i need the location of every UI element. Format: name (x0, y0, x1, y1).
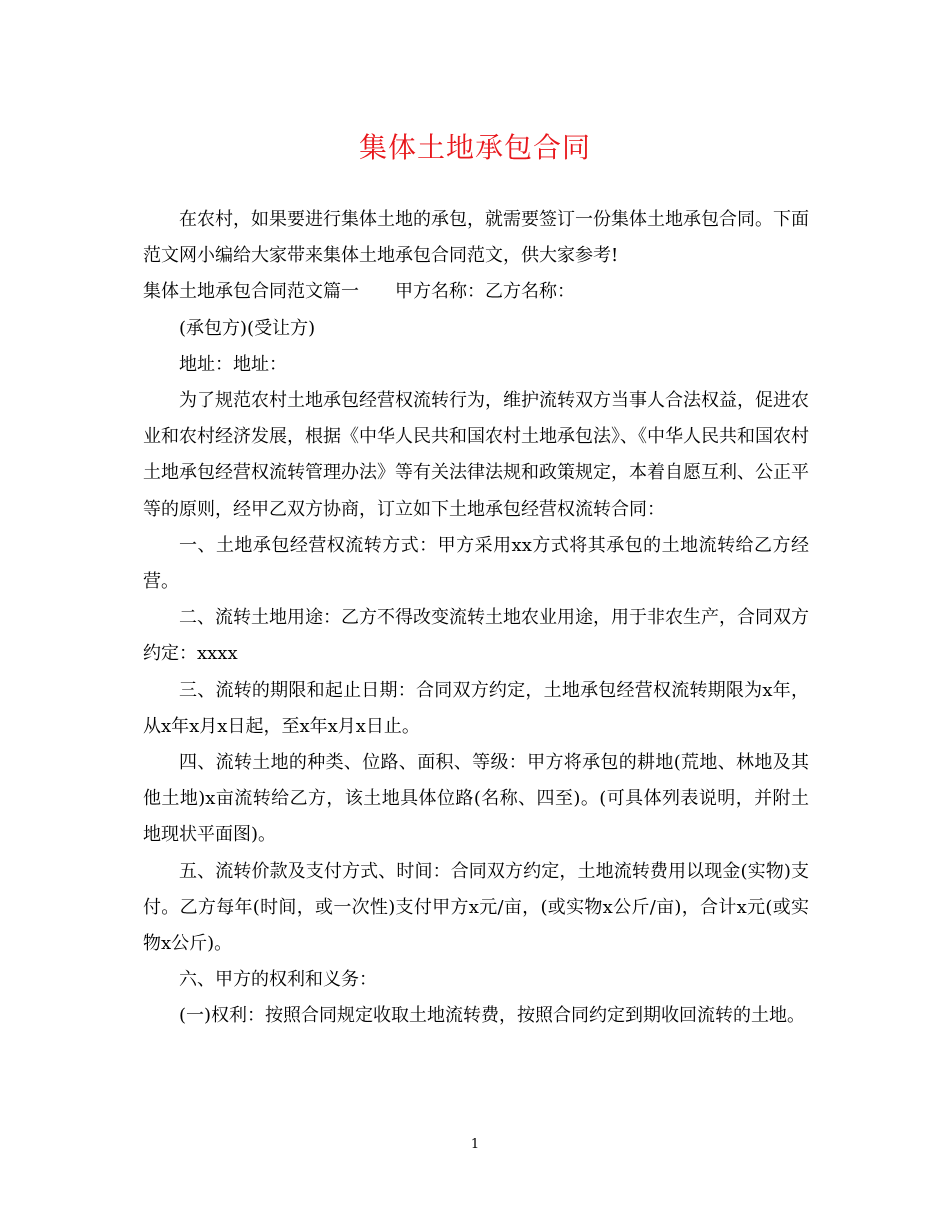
clause-6-1: (一)权利：按照合同规定收取土地流转费，按照合同约定到期收回流转的土地。 (179, 1005, 806, 1027)
section-heading: 集体土地承包合同范文篇一 (143, 281, 359, 303)
party-names: 甲方名称：乙方名称： (395, 281, 575, 303)
addresses-line: 地址：地址： (179, 353, 287, 375)
clause-1: 一、土地承包经营权流转方式：甲方采用xx方式将其承包的土地流转给乙方经营。 (143, 534, 809, 593)
party-roles: (承包方)(受让方) (179, 317, 316, 339)
page-number: 1 (470, 1137, 480, 1152)
clause-5: 五、流转价款及支付方式、时间：合同双方约定，土地流转费用以现金(实物)支付。乙方每年(时间，或一次性)支付甲方x元/亩，(或实物x公斤/亩)，合计x元(或实物x公斤)。 (143, 860, 809, 955)
document-title: 集体土地承包合同 (358, 131, 591, 164)
clause-4: 四、流转土地的种类、位路、面积、等级：甲方将承包的耕地(荒地、林地及其他土地)x亩流转给乙方，该土地具体位路(名称、四至)。(可具体列表说明，并附土地现状平面图)。 (143, 752, 809, 846)
document-body (143, 202, 809, 1035)
clause-6-heading: 六、甲方的权利和义务： (179, 969, 377, 991)
preamble-paragraph: 为了规范农村土地承包经营权流转行为，维护流转双方当事人合法权益，促进农业和农村经济发展，根据《中华人民共和国农村土地承包法》、《中华人民共和国农村土地承包经营权流转管理办法》等有关法律法规和政策规定，本着自愿互利、公正平等的原则，经甲乙双方协商，订立如下土地承包经营权流转合同： (143, 390, 809, 520)
intro-paragraph: 在农村，如果要进行集体土地的承包，就需要签订一份集体土地承包合同。下面范文网小编给大家带来集体土地承包合同范文，供大家参考! (143, 209, 809, 267)
clause-2: 二、流转土地用途：乙方不得改变流转土地农业用途，用于非农生产，合同双方约定：xxxx (143, 607, 809, 665)
clause-3: 三、流转的期限和起止日期：合同双方约定，土地承包经营权流转期限为x年，从x年x月x日起，至x年x月x日止。 (143, 679, 809, 737)
section-heading-line (143, 274, 809, 310)
